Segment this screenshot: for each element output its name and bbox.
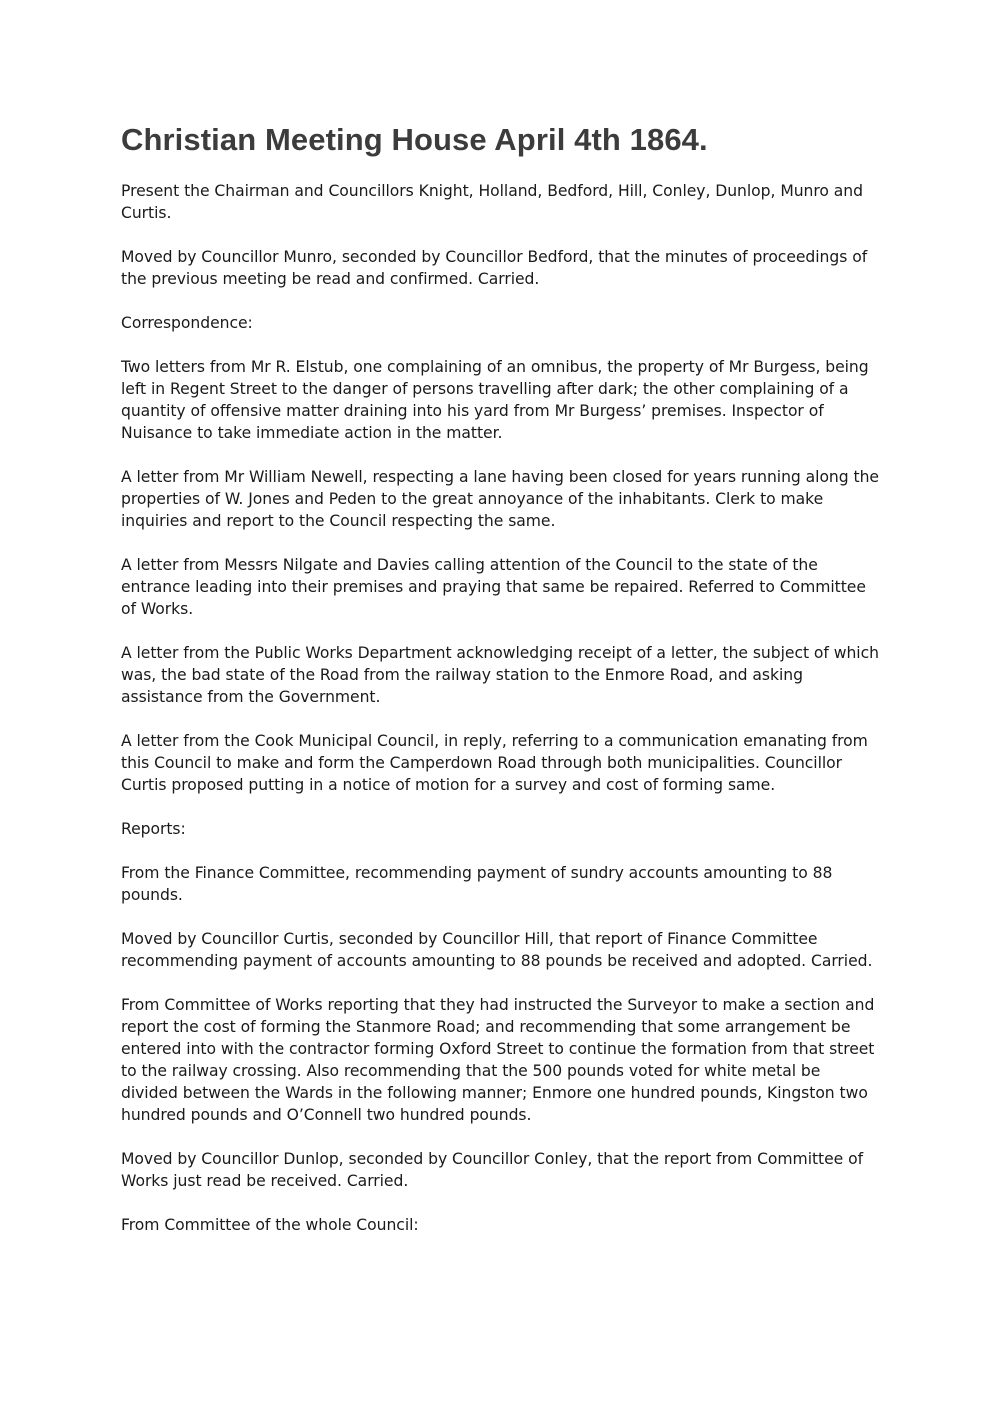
- document-page: [121, 118, 881, 1258]
- finance-motion-paragraph: Moved by Councillor Curtis, seconded by Councillor Hill, that report of Finance Committee recommending payment of accounts amounting to 88 pounds be received and adopted. Carried.: [121, 930, 873, 970]
- finance-committee-paragraph: From the Finance Committee, recommending payment of sundry accounts amounting to 88 pounds.: [121, 864, 833, 904]
- reports-heading: Reports:: [121, 820, 186, 838]
- elstub-letters-paragraph: Two letters from Mr R. Elstub, one complaining of an omnibus, the property of Mr Burgess, being left in Regent Street to the danger of persons travelling after dark; the other complaining of a quantity of offensive matter draining into his yard from Mr Burgess’ premises. Inspector of Nuisance to take immediate action in the matter.: [121, 358, 869, 442]
- public-works-letter-paragraph: A letter from the Public Works Department acknowledging receipt of a letter, the subject of which was, the bad state of the Road from the railway station to the Enmore Road, and asking assistance from the Government.: [121, 644, 879, 706]
- attendance-paragraph: Present the Chairman and Councillors Knight, Holland, Bedford, Hill, Conley, Dunlop, Munro and Curtis.: [121, 182, 863, 222]
- minutes-motion-paragraph: Moved by Councillor Munro, seconded by Councillor Bedford, that the minutes of proceedings of the previous meeting be read and confirmed. Carried.: [121, 248, 868, 288]
- whole-council-heading: From Committee of the whole Council:: [121, 1216, 419, 1234]
- nilgate-davies-letter-paragraph: A letter from Messrs Nilgate and Davies calling attention of the Council to the state of the entrance leading into their premises and praying that same be repaired. Referred to Committee of Works.: [121, 556, 866, 618]
- document-title: Christian Meeting House April 4th 1864.: [121, 122, 708, 157]
- correspondence-heading: Correspondence:: [121, 314, 253, 332]
- works-committee-paragraph: From Committee of Works reporting that they had instructed the Surveyor to make a section and report the cost of forming the Stanmore Road; and recommending that some arrangement be entered into with the contractor forming Oxford Street to continue the formation from that street to the railway crossing. Also recommending that the 500 pounds voted for white metal be divided between the Wards in the following manner; Enmore one hundred pounds, Kingston two hundred pounds and O’Connell two hundred pounds.: [121, 996, 875, 1124]
- works-motion-paragraph: Moved by Councillor Dunlop, seconded by Councillor Conley, that the report from Committee of Works just read be received. Carried.: [121, 1150, 864, 1190]
- cook-council-letter-paragraph: A letter from the Cook Municipal Council, in reply, referring to a communication emanating from this Council to make and form the Camperdown Road through both municipalities. Councillor Curtis proposed putting in a notice of motion for a survey and cost of forming same.: [121, 732, 868, 794]
- newell-letter-paragraph: A letter from Mr William Newell, respecting a lane having been closed for years running along the properties of W. Jones and Peden to the great annoyance of the inhabitants. Clerk to make inquiries and report to the Council respecting the same.: [121, 468, 879, 530]
